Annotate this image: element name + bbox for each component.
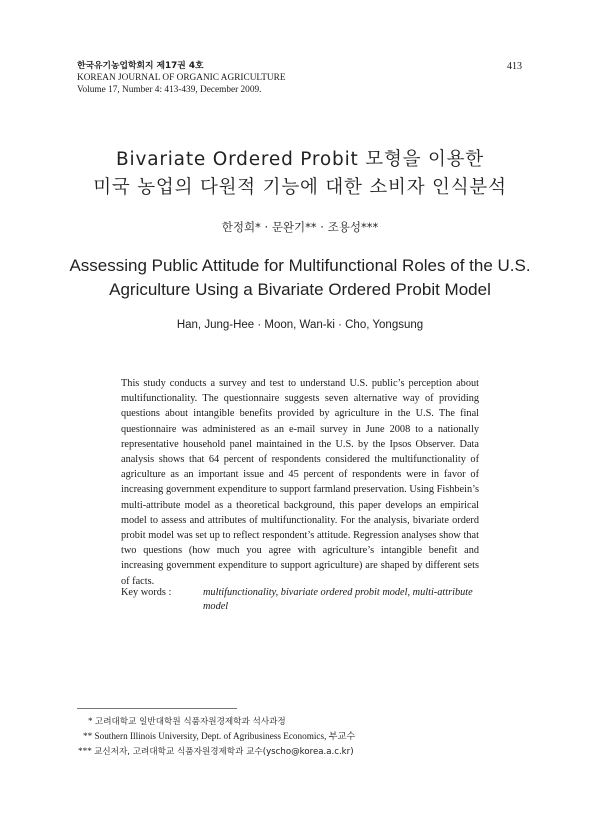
title-english-line-2: Agriculture Using a Bivariate Ordered Probit Model — [109, 280, 491, 299]
page-number: 413 — [507, 61, 522, 72]
journal-volume-info: Volume 17, Number 4: 413-439, December 2009. — [77, 85, 262, 95]
footnote-1-text: 고려대학교 일반대학원 식품자원경제학과 석사과정 — [94, 717, 286, 727]
journal-header — [77, 60, 286, 96]
authors-korean: 한정희* · 문완기** · 조용성*** — [221, 220, 379, 234]
footnote-3 — [78, 745, 354, 758]
journal-name-korean: 한국유기농업학회지 제17권 4호 — [77, 61, 204, 71]
footnote-1 — [88, 715, 286, 728]
footnote-1-mark: * — [88, 716, 93, 726]
title-english — [0, 254, 600, 302]
footnote-3-mark: *** — [78, 746, 92, 756]
keywords-text: multifunctionality, bivariate ordered probit model, multi-attribute model — [203, 587, 473, 612]
authors-english: Han, Jung-Hee · Moon, Wan-ki · Cho, Yongsung — [176, 319, 424, 331]
title-korean — [0, 146, 600, 202]
footnote-2-text: Southern Illinois University, Dept. of Agribusiness Economics, 부교수 — [94, 731, 356, 741]
journal-name-english: KOREAN JOURNAL OF ORGANIC AGRICULTURE — [77, 73, 286, 83]
footnote-2-mark: ** — [83, 731, 93, 741]
footnote-3-text: 교신저자, 고려대학교 식품자원경제학과 교수(yscho@korea.a.c.kr) — [94, 747, 354, 757]
keywords-label: Key words : — [121, 587, 172, 598]
footnote-divider — [77, 708, 237, 709]
footnote-2 — [83, 730, 355, 742]
title-english-line-1: Assessing Public Attitude for Multifunctional Roles of the U.S. — [69, 256, 531, 275]
abstract: This study conducts a survey and test to understand U.S. public’s perception about multifunctionality. The questionnaire suggests seven alternative way of providing questions about intangible benefits provided by agriculture in the U.S. The final questionnaire was administered as an e-mail survey in June 2008 to a nationally representative household panel maintained in the U.S. by the Ipsos Observer. Data analysis shows that 64 percent of respondents considered the multifunctionality of agriculture as an important issue and 45 percent of respondents were in favor of increasing government expenditure to support farmland preservation. Using Fishbein’s multi-attribute model as a theoretical background, this paper develops an empirical model to assess and attributes of multifunctionality. For the analysis, bivariate orderd probit model was set up to reflect respondent’s attitude. Regression analyses show that two questions (how much you agree with agriculture’s intangible benefit and increasing government expenditure to support agriculture) are shaped by different sets of facts. — [121, 378, 479, 587]
title-korean-line-1: Bivariate Ordered Probit 모형을 이용한 — [116, 149, 484, 170]
title-korean-line-2: 미국 농업의 다원적 기능에 대한 소비자 인식분석 — [93, 177, 507, 198]
